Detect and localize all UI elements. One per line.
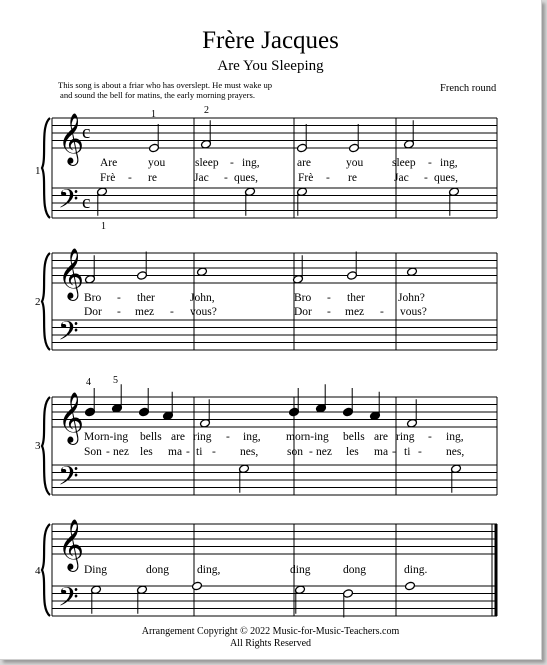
- description-line: This song is about a friar who has overslept. He must wake up: [58, 80, 273, 90]
- lyric-syllable: ma: [374, 446, 389, 458]
- lyric-hyphen: -: [106, 446, 110, 458]
- lyric-syllable: ti: [404, 446, 411, 458]
- rights-notice: All Rights Reserved: [229, 638, 312, 649]
- lyric-syllable: ther: [347, 292, 365, 304]
- lyric-syllable: morn-ing: [286, 431, 329, 443]
- lyric-syllable: ring: [193, 431, 212, 443]
- lyric-syllable: Jac: [194, 172, 209, 184]
- grand-staff-brace: [42, 524, 50, 616]
- lyric-syllable: John,: [190, 292, 215, 304]
- lyric-syllable: Dor: [84, 306, 102, 318]
- lyric-syllable: Ding: [84, 564, 107, 576]
- fingering-number: 4: [86, 377, 91, 388]
- lyric-hyphen: -: [428, 431, 432, 443]
- lyric-hyphen: -: [309, 446, 313, 458]
- lyric-syllable: nes,: [446, 446, 465, 458]
- lyric-hyphen: -: [424, 172, 428, 184]
- system-number: 2: [35, 296, 41, 308]
- lyric-hyphen: -: [327, 306, 331, 318]
- lyric-syllable: mez: [135, 306, 155, 318]
- lyric-syllable: re: [348, 172, 357, 184]
- lyric-syllable: nez: [316, 446, 332, 458]
- lyric-syllable: dong: [146, 564, 169, 576]
- lyric-hyphen: -: [212, 446, 216, 458]
- lyric-hyphen: -: [428, 157, 432, 169]
- lyric-syllable: ther: [137, 292, 155, 304]
- lyric-syllable: Son: [84, 446, 102, 458]
- song-subtitle: Are You Sleeping: [217, 58, 324, 74]
- lyric-hyphen: -: [226, 431, 230, 443]
- lyric-syllable: les: [346, 446, 359, 458]
- lyric-syllable: are: [171, 431, 186, 443]
- lyric-hyphen: -: [128, 172, 132, 184]
- lyric-syllable: vous?: [400, 306, 427, 318]
- lyric-syllable: nes,: [240, 446, 259, 458]
- fingering-number: 2: [204, 105, 209, 116]
- lyric-syllable: ding,: [197, 564, 221, 576]
- lyric-syllable: Jac: [394, 172, 409, 184]
- lyric-hyphen: -: [326, 172, 330, 184]
- system-number: 3: [35, 440, 41, 452]
- lyric-syllable: bells: [343, 431, 365, 443]
- note-whole: [405, 581, 416, 591]
- lyric-syllable: you: [148, 157, 166, 169]
- system-number: 1: [35, 165, 41, 177]
- lyric-hyphen: -: [117, 306, 121, 318]
- lyric-syllable: vous?: [190, 306, 217, 318]
- lyric-syllable: ques,: [234, 172, 258, 184]
- lyric-syllable: Morn-ing: [84, 431, 129, 443]
- treble-clef-icon: 𝄞: [58, 519, 85, 570]
- song-title: Frère Jacques: [202, 27, 339, 54]
- lyric-syllable: bells: [140, 431, 162, 443]
- lyric-syllable: ma: [168, 446, 183, 458]
- bass-clef-icon: 𝄢: [58, 315, 79, 353]
- lyric-syllable: Are: [100, 157, 118, 169]
- lyric-syllable: ring: [396, 431, 415, 443]
- fingering-number: 1: [151, 109, 156, 120]
- bass-clef-icon: 𝄢: [58, 183, 79, 221]
- fingering-number: 5: [113, 375, 118, 386]
- lyric-syllable: John?: [398, 292, 425, 304]
- lyric-syllable: ques,: [434, 172, 458, 184]
- lyric-syllable: ing,: [243, 431, 261, 443]
- lyric-syllable: Bro: [84, 292, 102, 304]
- song-origin: French round: [440, 83, 497, 94]
- lyric-hyphen: -: [230, 157, 234, 169]
- lyric-syllable: sleep: [392, 157, 416, 169]
- lyric-syllable: are: [374, 431, 389, 443]
- lyric-syllable: ing,: [440, 157, 458, 169]
- copyright-notice: Arrangement Copyright © 2022 Music-for-Music-Teachers.com: [141, 626, 400, 637]
- lyric-hyphen: -: [117, 292, 121, 304]
- description-line: and sound the bell for matins, the early morning prayers.: [60, 90, 255, 100]
- lyric-syllable: Bro: [294, 292, 312, 304]
- lyric-syllable: ding.: [404, 564, 428, 576]
- common-time-signature: c: [82, 192, 91, 213]
- lyric-hyphen: -: [224, 172, 228, 184]
- grand-staff-brace: [42, 253, 50, 350]
- lyric-syllable: ing,: [242, 157, 260, 169]
- treble-clef-icon: 𝄞: [58, 392, 85, 443]
- lyric-syllable: sleep: [195, 157, 219, 169]
- bass-clef-icon: 𝄢: [58, 460, 79, 498]
- lyric-syllable: mez: [345, 306, 365, 318]
- grand-staff-brace: [42, 118, 50, 218]
- lyric-syllable: Frè: [298, 172, 314, 184]
- lyric-syllable: Frè: [100, 172, 116, 184]
- lyric-syllable: are: [297, 157, 312, 169]
- lyric-hyphen: -: [380, 306, 384, 318]
- treble-clef-icon: 𝄞: [58, 248, 85, 299]
- lyric-syllable: ti: [196, 446, 203, 458]
- lyric-hyphen: -: [186, 446, 190, 458]
- lyric-syllable: ding: [290, 564, 311, 576]
- lyric-hyphen: -: [170, 306, 174, 318]
- grand-staff-brace: [42, 397, 50, 495]
- lyric-hyphen: -: [327, 292, 331, 304]
- lyric-syllable: les: [140, 446, 153, 458]
- lyric-syllable: nez: [113, 446, 129, 458]
- lyric-syllable: dong: [343, 564, 366, 576]
- system-number: 4: [35, 565, 41, 577]
- lyric-syllable: son: [287, 446, 303, 458]
- common-time-signature: c: [82, 122, 91, 143]
- lyric-hyphen: -: [418, 446, 422, 458]
- lyric-syllable: Dor: [294, 306, 312, 318]
- lyric-syllable: re: [148, 172, 157, 184]
- lyric-syllable: ing,: [446, 431, 464, 443]
- note-whole: [192, 581, 203, 591]
- lyric-syllable: you: [346, 157, 364, 169]
- lyric-hyphen: -: [392, 446, 396, 458]
- fingering-number: 1: [101, 221, 106, 232]
- treble-clef-icon: 𝄞: [58, 113, 85, 164]
- bass-clef-icon: 𝄢: [58, 581, 79, 619]
